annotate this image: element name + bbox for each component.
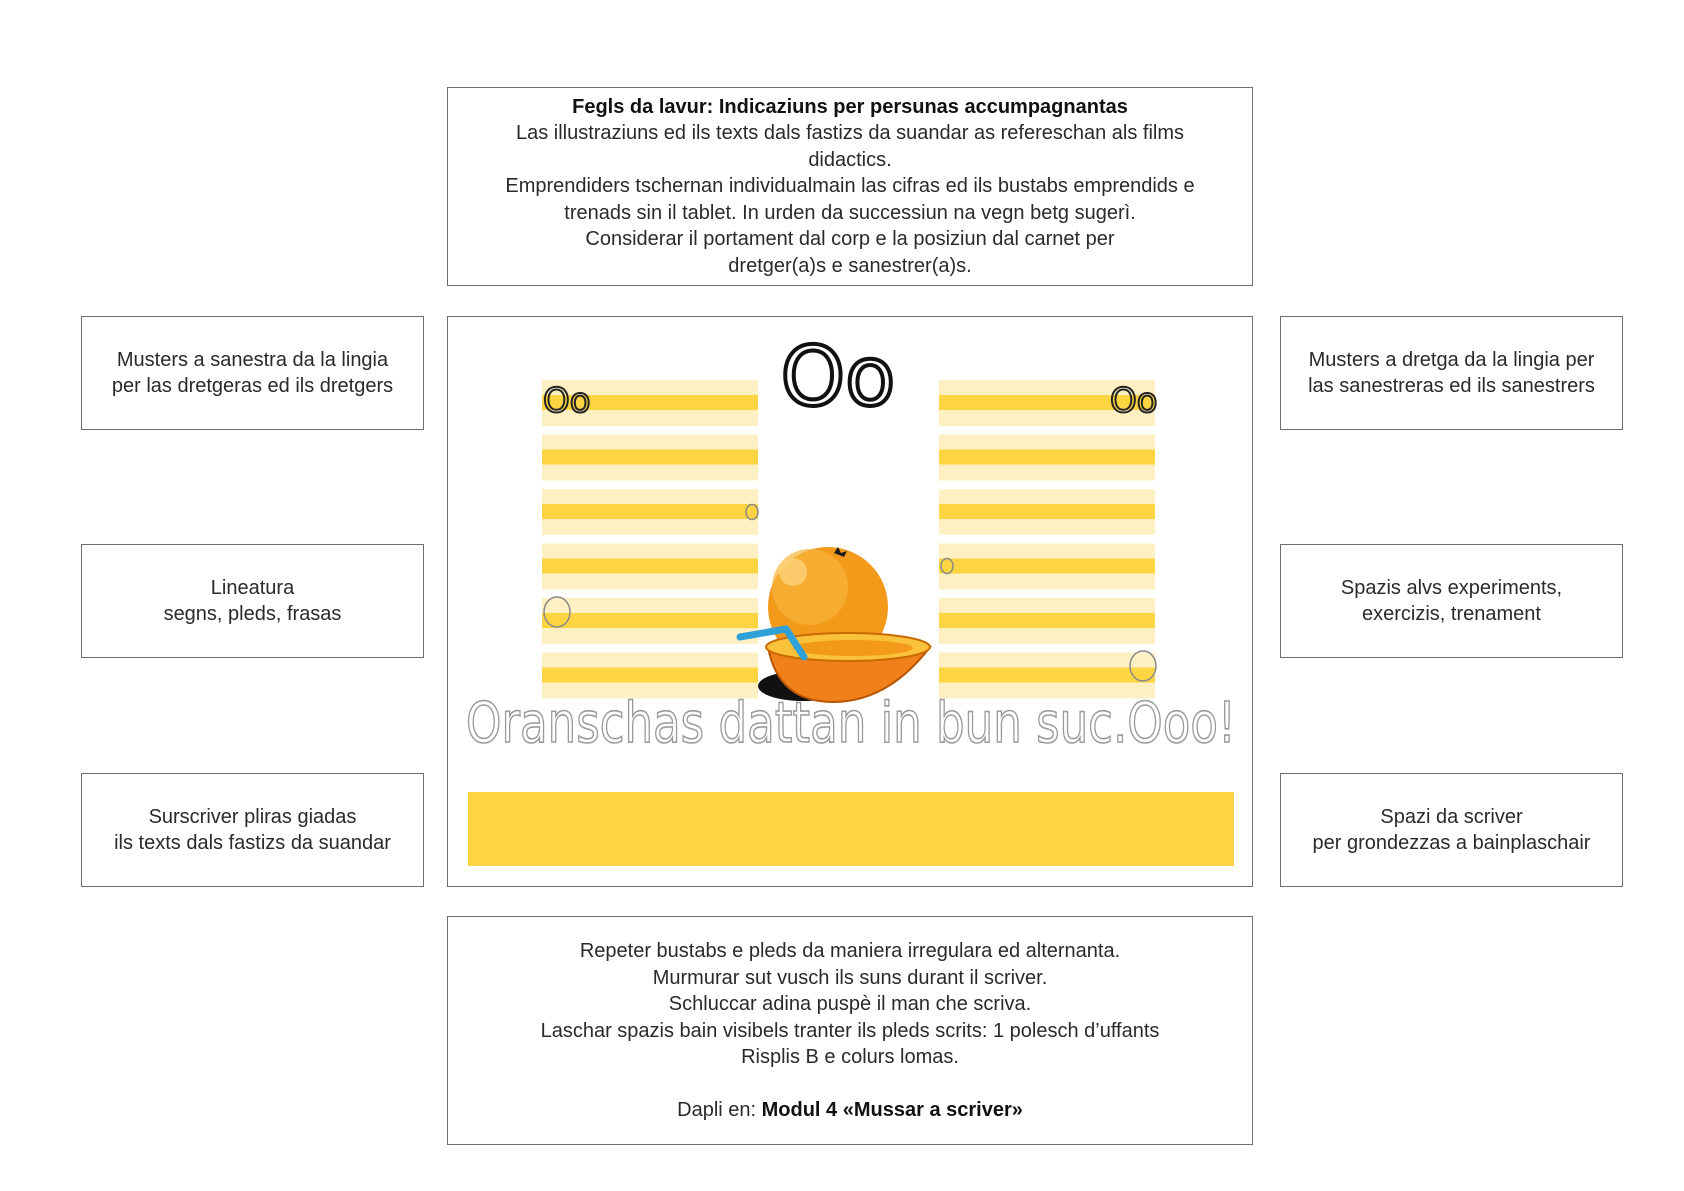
trace-sentence: Oranschas dattan in bun suc.Ooo! [466,691,1236,756]
stripe-light [939,574,1155,590]
note-line: Surscriver pliras giadas [148,805,357,828]
stripe-dark [939,450,1155,465]
right-note-box-1 [1280,316,1623,430]
model-letters-right: Oo [1110,381,1158,421]
instructions-line: dretger(a)s e sanestrer(a)s. [728,254,972,277]
right-note-box-3 [1280,773,1623,887]
worksheet-preview [447,316,1253,887]
note-line: Spazis alvs experiments, [1340,576,1563,599]
instructions-line: trenads sin il tablet. In urden da successiun na vegn betg sugerì. [564,201,1136,224]
instructions-line: Emprendiders tschernan individualmain las cifras ed ils bustabs emprendids e [505,175,1195,198]
tips-line: Repeter bustabs e pleds da maniera irregulara ed alternanta. [579,940,1121,962]
instructions-line: Las illustraziuns ed ils texts dals fastizs da suandar as refereschan als films [515,122,1185,145]
stripe-light [542,489,758,504]
stripe-dark [542,613,758,628]
right-note-box-2 [1280,544,1623,658]
stripe-dark [542,504,758,519]
left-note-box-2 [81,544,424,658]
stripe-light [939,628,1155,644]
stripe-light [542,628,758,644]
lineature-left [542,380,758,699]
instructions-line: Considerar il portament dal corp e la posiziun dal carnet per [585,228,1115,251]
stripe-light [939,544,1155,559]
note-line: las sanestreras ed ils sanestrers [1308,375,1595,397]
heading-letters: Oo [780,330,896,425]
note-line: Lineatura [210,576,295,599]
stripe-dark [939,504,1155,519]
stripe-light [542,598,758,613]
worksheet-canvas [448,317,1254,888]
module-link[interactable]: Modul 4 «Mussar a scriver» [761,1098,1023,1121]
stripe-dark [939,668,1155,683]
stripe-light [542,544,758,559]
stripe-dark [542,559,758,574]
note-line: Spazi da scriver [1380,805,1523,828]
stripe-light [939,598,1155,613]
stripe-dark [542,668,758,683]
note-line: exercizis, trenament [1362,603,1541,625]
stripe-light [542,574,758,590]
stripe-light [939,653,1155,668]
model-letters-left: Oo [543,381,591,421]
stripe-light [542,465,758,481]
tips-line: Schluccar adina puspè il man che scriva. [668,993,1032,1015]
stripe-light [939,435,1155,450]
note-line: ils texts dals fastizs da suandar [114,832,391,854]
note-line: Musters a sanestra da la lingia [116,348,389,371]
orange-with-straw-icon [740,547,930,702]
stripe-light [542,653,758,668]
stripe-light [542,519,758,535]
stripe-light [939,465,1155,481]
instructions-line: didactics. [808,148,892,171]
note-line: per las dretgeras ed ils dretgers [111,375,394,397]
note-line: Musters a dretga da la lingia per [1308,348,1595,371]
left-note-box-3 [81,773,424,887]
writing-band [468,792,1234,866]
note-line: per grondezzas a bainplaschair [1312,832,1591,854]
instructions-title: Fegls da lavur: Indicaziuns per persunas accumpagnantas [572,95,1128,118]
tips-line: Risplis B e colurs lomas. [741,1046,959,1068]
tips-line: Laschar spazis bain visibels tranter ils pleds scrits: 1 polesch d’uffants [540,1019,1160,1042]
tips-line: Murmurar sut vusch ils suns durant il scriver. [652,966,1048,989]
tips-box [447,916,1253,1145]
stripe-light [939,519,1155,535]
stripe-light [939,489,1155,504]
more-info [677,1097,1023,1124]
instructions-box [447,87,1253,286]
stripe-light [542,435,758,450]
stripe-dark [939,559,1155,574]
stripe-dark [542,450,758,465]
note-line: segns, pleds, frasas [163,603,342,625]
lineature-right [939,380,1155,699]
left-note-box-1 [81,316,424,430]
stripe-dark [939,613,1155,628]
more-prefix: Dapli en: [677,1098,762,1121]
